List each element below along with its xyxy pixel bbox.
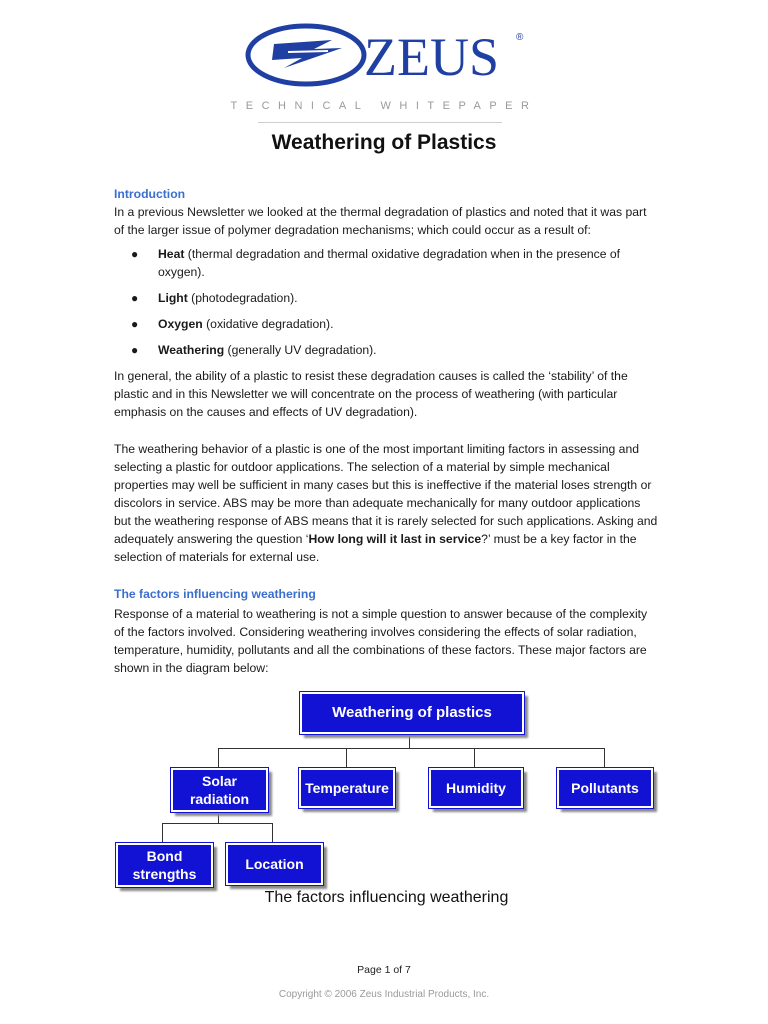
para3-bold: How long will it last in service [308,532,482,546]
connector-line [218,748,219,768]
intro-section [114,185,659,239]
connector-line [272,823,273,843]
bullet-text: (photodegradation). [187,291,298,305]
bullet-bold: Oxygen [158,317,203,331]
intro-heading: Introduction [114,187,186,201]
factors-text: Response of a material to weathering is not a simple question to answer because of the complexity of the factors involved. Considering weathering involves considering the effects of solar radiation, temperature, humidity, pollutants and all the combinations of these factors. These major factors are shown in the diagram below: [114,607,648,675]
connector-line [346,748,347,768]
bullet-icon: ● [131,343,139,357]
connector-line [162,823,272,824]
page-title: Weathering of Plastics [271,131,497,154]
diagram-box-humidity: Humidity [429,768,523,808]
diagram-box-location: Location [226,843,323,885]
para2-text: In general, the ability of a plastic to resist these degradation causes is called the ‘stability’ of the plastic and in this Newsletter we will concentrate on the process of weathering (with particular emphasis on the causes and effects of UV degradation). [114,369,628,419]
bullet-icon: ● [131,291,139,305]
header-divider [258,122,502,123]
para3-start: The weathering behavior of a plastic is one of the most important limiting factors in assessing and selecting a plastic for outdoor applications. The selection of a material by simple mechanical properties may well be sufficient in many cases but this is ineffective if the material loses strength or discolors in service. ABS may be more than adequate mechanically for many outdoor applications but the weathering response of ABS means that it is rarely selected for such applications. Asking and adequately answering the question ‘ [114,442,658,546]
paragraph-weathering-behavior [114,440,659,566]
bullet-bold: Heat [158,247,185,261]
copyright: Copyright © 2006 Zeus Industrial Products, Inc. [278,989,490,1000]
bullet-text: (oxidative degradation). [202,317,334,331]
intro-text: In a previous Newsletter we looked at the thermal degradation of plastics and noted that it was part of the larger issue of polymer degradation mechanisms; which could occur as a result of: [114,205,647,237]
bullet-icon: ● [131,317,139,331]
connector-line [218,748,605,749]
diagram-box-solar-radiation: Solar radiation [171,768,268,812]
bullet-bold: Weathering [158,343,225,357]
page-number: Page 1 of 7 [357,964,411,976]
diagram-caption: The factors influencing weathering [264,889,509,906]
logo-text: ZEUS [364,27,499,87]
bullet-text: (thermal degradation and thermal oxidative degradation when in the presence of oxygen). [158,247,621,279]
factors-heading: The factors influencing weathering [114,587,316,601]
connector-line [474,748,475,768]
zeus-logo [244,22,526,88]
bullet-bold: Light [158,291,188,305]
diagram-root-box: Weathering of plastics [300,692,524,734]
para3-end: ?’ must be a key factor in the selection of materials for external use. [114,532,637,564]
registered-mark: ® [516,32,524,43]
diagram-box-temperature: Temperature [299,768,395,808]
bullet-icon: ● [131,247,139,261]
tagline: TECHNICAL WHITEPAPER [230,100,538,112]
paragraph-stability [114,367,659,421]
connector-line [604,748,605,768]
bullet-text: (generally UV degradation). [224,343,377,357]
diagram-box-pollutants: Pollutants [557,768,653,808]
zeus-logo-icon [244,22,526,88]
connector-line [162,823,163,843]
factors-section [114,585,659,677]
diagram-box-bond-strengths: Bond strengths [116,843,213,887]
